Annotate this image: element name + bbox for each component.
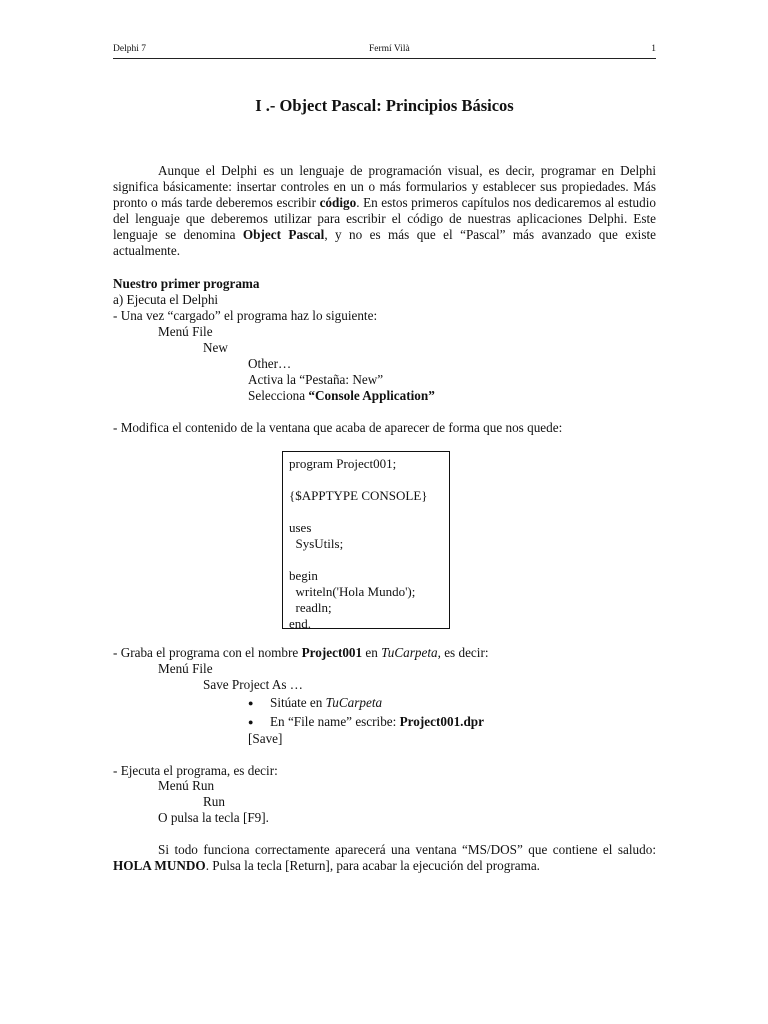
intro-paragraph: [113, 163, 656, 259]
modifica-instruction: - Modifica el contenido de la ventana que acaba de aparecer de forma que nos quede:: [113, 420, 563, 435]
intro-bold-object-pascal: Object Pascal: [242, 227, 325, 242]
graba-tucarpeta: TuCarpeta: [381, 645, 438, 660]
code-line: [289, 472, 443, 488]
chapter-title: I .- Object Pascal: Principios Básicos: [255, 96, 514, 115]
step-a: a) Ejecuta el Delphi: [113, 292, 219, 307]
run-item: Run: [203, 794, 225, 809]
pulsa-f9: O pulsa la tecla [F9].: [158, 810, 269, 825]
intro-bold-codigo: código: [319, 195, 357, 210]
code-listing: [282, 451, 450, 629]
step-b: - Una vez “cargado” el programa haz lo siguiente:: [113, 308, 378, 323]
code-line: end.: [289, 616, 312, 631]
selecciona-line: [248, 388, 435, 404]
code-line: uses: [289, 520, 312, 535]
intro-text-2: . En estos primeros capítulos nos dedicaremos al estudio del lenguaje que deberemos utilizar para escribir el código de nuestras aplicaciones Delphi. Este lenguaje se denomina: [113, 195, 656, 242]
ejecuta-instruction: - Ejecuta el programa, es decir:: [113, 763, 278, 778]
code-line: program Project001;: [289, 456, 397, 471]
console-application: “Console Application”: [308, 388, 435, 403]
graba-text: - Graba el programa con el nombre: [113, 645, 302, 660]
bullet-project-dpr: Project001.dpr: [399, 714, 484, 729]
bullet-file-name: [270, 714, 484, 730]
activa-pestana: Activa la “Pestaña: New”: [248, 372, 384, 387]
menu-file-2: Menú File: [158, 661, 213, 676]
intro-text-1: Aunque el Delphi es un lenguaje de programación visual, es decir, programar en Delphi significa básicamente: insertar controles en un o más formularios y establecer sus propiedades. Más pronto o más tarde deberemos escribir: [113, 163, 656, 210]
graba-project-name: Project001: [301, 645, 363, 660]
code-line: {$APPTYPE CONSOLE}: [289, 488, 428, 503]
menu-file: Menú File: [158, 324, 213, 339]
menu-other: Other…: [248, 356, 292, 371]
page-header: [113, 44, 656, 59]
section-heading: Nuestro primer programa: [113, 276, 260, 291]
hola-mundo: HOLA MUNDO: [113, 858, 206, 873]
code-line: [289, 504, 443, 520]
page-number: 1: [651, 44, 656, 54]
intro-text-3: , y no es más que el “Pascal” más avanzado que existe actualmente.: [113, 227, 656, 258]
bullet-tucarpeta: TuCarpeta: [325, 695, 383, 710]
menu-run: Menú Run: [158, 778, 215, 793]
code-line: begin: [289, 568, 318, 583]
code-line: [289, 552, 443, 568]
save-step: [Save]: [248, 731, 283, 746]
closing-paragraph: [113, 842, 656, 874]
code-line: writeln('Hola Mundo');: [289, 584, 416, 599]
code-line: readln;: [289, 600, 332, 615]
header-left: Delphi 7: [113, 44, 146, 54]
bullet-file-name-text: En “File name” escribe:: [270, 714, 400, 729]
graba-instruction: [113, 645, 489, 661]
save-project-as: Save Project As …: [203, 677, 303, 692]
selecciona-text: Selecciona: [248, 388, 309, 403]
menu-new: New: [203, 340, 228, 355]
graba-es-decir: , es decir:: [437, 645, 489, 660]
code-line: SysUtils;: [289, 536, 344, 551]
bullet-situate-text: Sitúate en: [270, 695, 326, 710]
closing-text-1: Si todo funciona correctamente aparecerá una ventana “MS/DOS” que contiene el saludo:: [158, 842, 656, 857]
closing-text-2: . Pulsa la tecla [Return], para acabar la ejecución del programa.: [205, 858, 540, 873]
header-author: Fermí Vilà: [369, 44, 410, 54]
bullet-situate: [270, 695, 382, 711]
graba-en: en: [362, 645, 382, 660]
